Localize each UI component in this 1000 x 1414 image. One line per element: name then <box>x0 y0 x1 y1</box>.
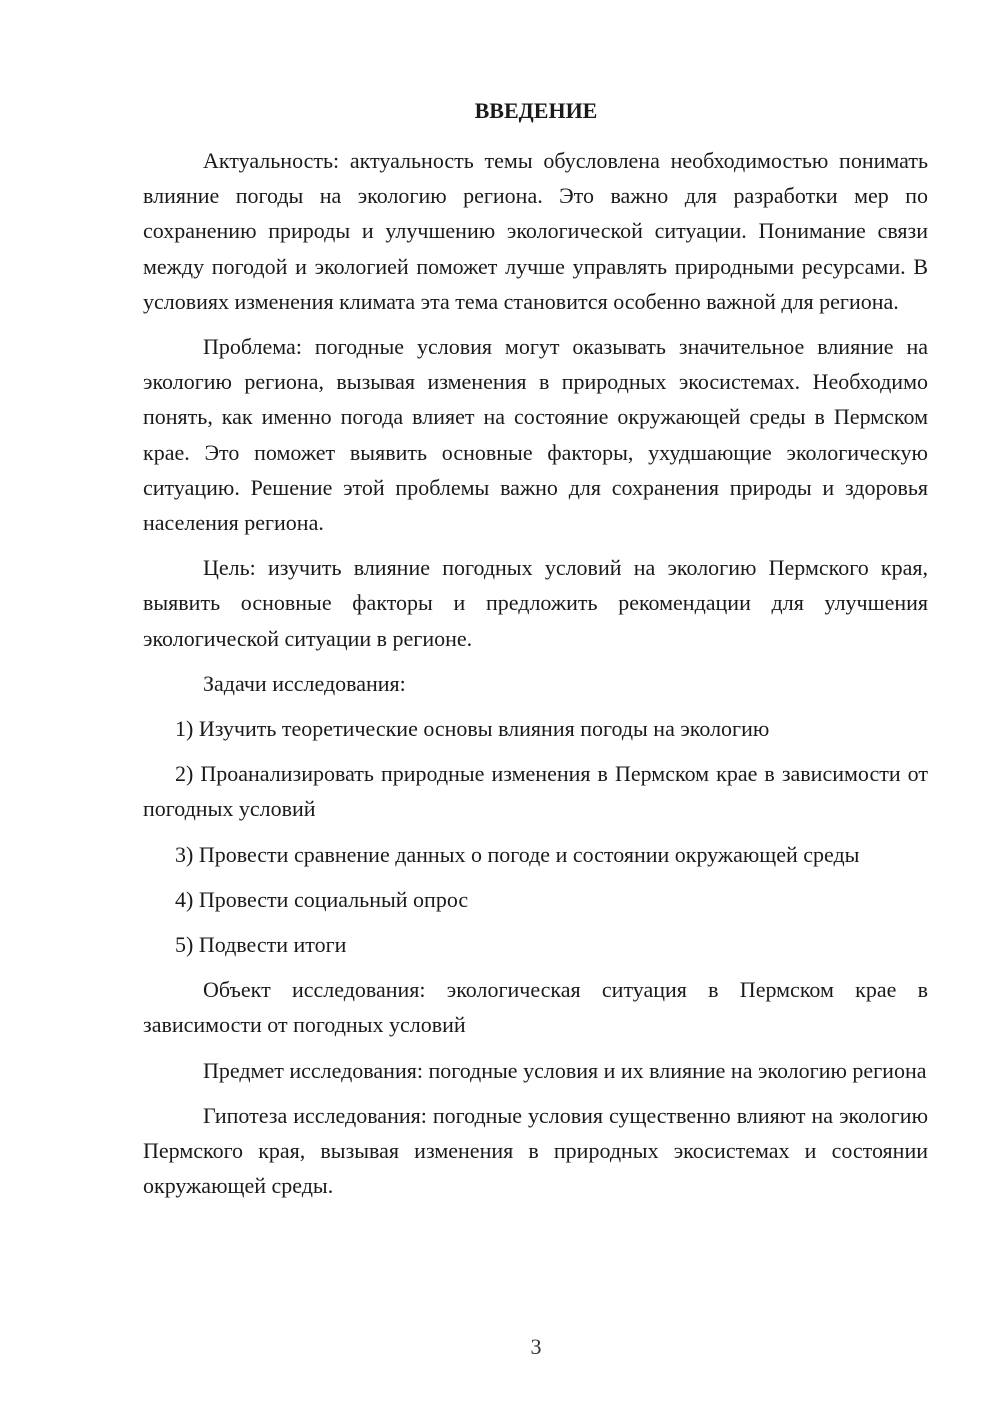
paragraph-object: Объект исследования: экологическая ситуация в Пермском крае в зависимости от погодных условий <box>143 977 928 1038</box>
page-title: ВВЕДЕНИЕ <box>474 98 598 123</box>
task-item-1: 1) Изучить теоретические основы влияния погоды на экологию <box>175 716 770 742</box>
paragraph-subject: Предмет исследования: погодные условия и их влияние на экологию региона <box>203 1057 927 1083</box>
paragraph-problem: Проблема: погодные условия могут оказывать значительное влияние на экологию региона, вызывая изменения в природных экосистемах. Необходимо понять, как именно погода влияет на состояние окружающей среды в Пермском крае. Это поможет выявить основные факторы, ухудшающие экологическую ситуацию. Решение этой проблемы важно для сохранения природы и здоровья населения региона. <box>143 334 928 536</box>
task-item-4: 4) Провести социальный опрос <box>175 886 469 912</box>
paragraph-relevance: Актуальность: актуальность темы обусловлена необходимостью понимать влияние погоды на экологию региона. Это важно для разработки мер по сохранению природы и улучшению экологической ситуации. Понимание связи между погодой и экологией поможет лучше управлять природными ресурсами. В условиях изменения климата эта тема становится особенно важной для региона. <box>143 148 928 314</box>
paragraph-goal: Цель: изучить влияние погодных условий на экологию Пермского края, выявить основные факторы и предложить рекомендации для улучшения экологической ситуации в регионе. <box>143 555 928 651</box>
paragraph-hypothesis: Гипотеза исследования: погодные условия существенно влияют на экологию Пермского края, вызывая изменения в природных экосистемах и состоянии окружающей среды. <box>143 1102 928 1199</box>
tasks-heading: Задачи исследования: <box>203 670 406 696</box>
task-item-3: 3) Провести сравнение данных о погоде и состоянии окружающей среды <box>175 841 860 867</box>
task-item-2: 2) Проанализировать природные изменения в Пермском крае в зависимости от погодных условий <box>143 761 928 822</box>
document-body <box>143 143 928 1203</box>
page-number: 3 <box>530 1334 542 1359</box>
task-item-5: 5) Подвести итоги <box>175 932 347 958</box>
